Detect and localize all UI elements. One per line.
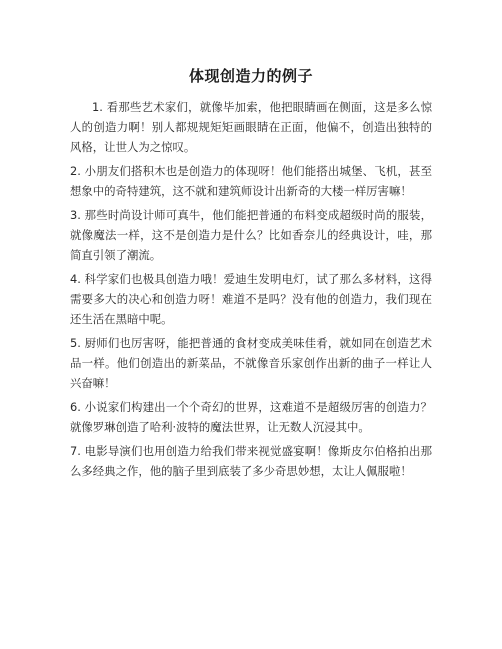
paragraph-3: 3. 那些时尚设计师可真牛，他们能把普通的布料变成超级时尚的服装，就像魔法一样，这不是创造力是什么？比如香奈儿的经典设计，哇，那简直引领了潮流。	[70, 208, 432, 262]
document-title: 体现创造力的例子	[188, 67, 313, 85]
paragraph-4: 4. 科学家们也极具创造力哦！爱迪生发明电灯，试了那么多材料，这得需要多大的决心和创造力呀！难道不是吗？没有他的创造力，我们现在还生活在黑暗中呢。	[70, 272, 432, 326]
paragraph-7: 7. 电影导演们也用创造力给我们带来视觉盛宴啊！像斯皮尔伯格拍出那么多经典之作，他的脑子里到底装了多少奇思妙想，太让人佩服啦！	[70, 444, 432, 478]
paragraph-2: 2. 小朋友们搭积木也是创造力的体现呀！他们能搭出城堡、飞机，甚至想象中的奇特建筑，这不就和建筑师设计出新奇的大楼一样厉害嘛！	[70, 164, 432, 198]
paragraph-5: 5. 厨师们也厉害呀，能把普通的食材变成美味佳肴，就如同在创造艺术品一样。他们创造出的新菜品，不就像音乐家创作出新的曲子一样让人兴奋嘛！	[70, 336, 432, 390]
paragraph-1: 1. 看那些艺术家们，就像毕加索，他把眼睛画在侧面，这是多么惊人的创造力啊！别人都规规矩矩画眼睛在正面，他偏不，创造出独特的风格，让世人为之惊叹。	[70, 100, 432, 154]
paragraph-6: 6. 小说家们构建出一个个奇幻的世界，这难道不是超级厉害的创造力？就像罗琳创造了哈利·波特的魔法世界，让无数人沉浸其中。	[70, 400, 432, 434]
